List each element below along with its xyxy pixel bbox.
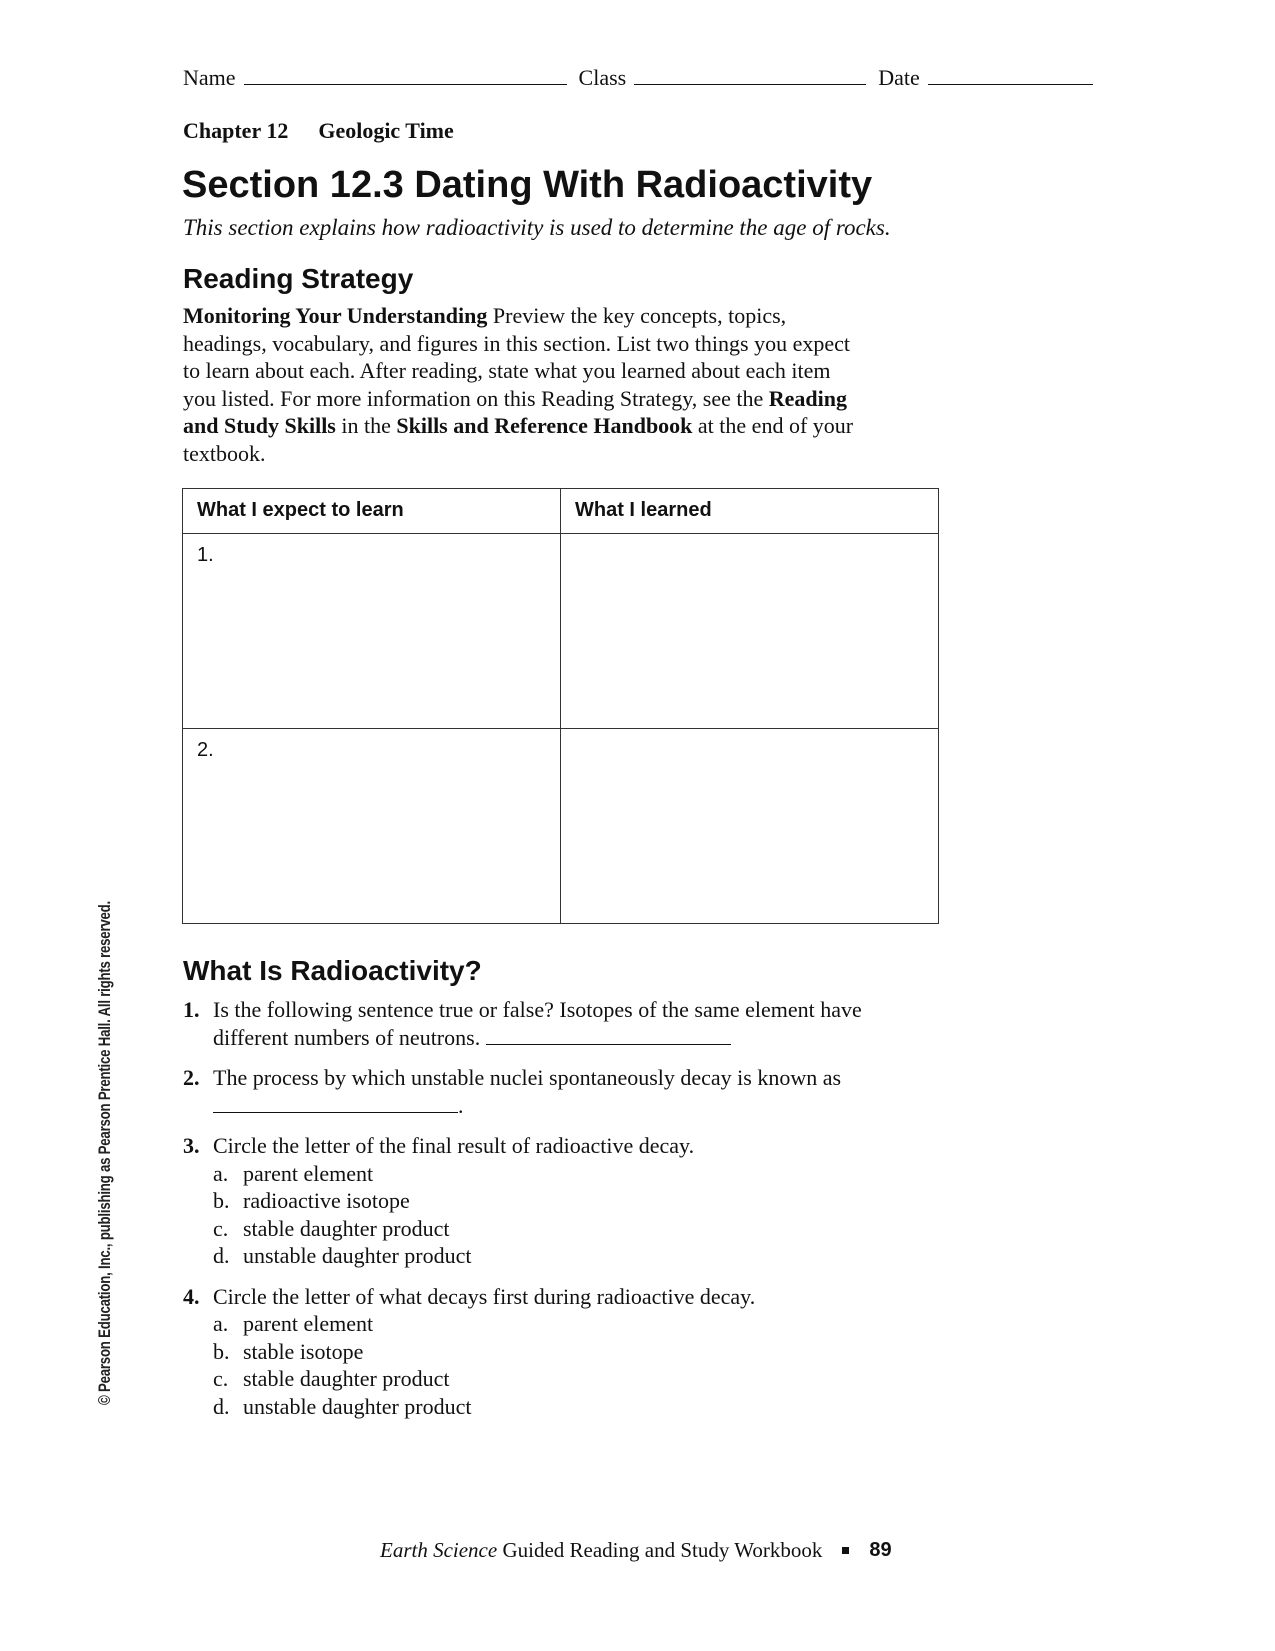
learned-cell-1[interactable] xyxy=(561,534,939,729)
strategy-bold-3: Skills and Reference Handbook xyxy=(396,413,693,438)
question-text xyxy=(213,996,883,1051)
choice-item[interactable] xyxy=(213,1242,883,1270)
question-number: 2. xyxy=(183,1065,200,1090)
question-4 xyxy=(183,1283,883,1421)
table-row xyxy=(183,729,939,924)
section-intro: This section explains how radioactivity is used to determine the age of rocks. xyxy=(183,215,891,240)
choice-text: stable isotope xyxy=(243,1338,364,1364)
reading-strategy-paragraph xyxy=(183,302,863,467)
question-2-period: . xyxy=(458,1092,464,1118)
footer-book-italic: Earth Science xyxy=(380,1538,498,1562)
choice-text: unstable daughter product xyxy=(243,1243,472,1268)
choice-list xyxy=(213,1160,883,1270)
bullet-square-icon xyxy=(842,1547,849,1554)
choice-letter[interactable]: d. xyxy=(213,1393,230,1419)
choice-letter[interactable]: a. xyxy=(213,1160,229,1186)
expect-cell-2[interactable]: 2. xyxy=(183,729,561,924)
answer-blank-1[interactable] xyxy=(486,1026,731,1045)
question-body xyxy=(213,1283,883,1421)
question-1-text: Is the following sentence true or false? Isotopes of the same element have different numbers of neutrons. xyxy=(213,997,862,1050)
choice-item[interactable] xyxy=(213,1310,883,1338)
choice-item[interactable] xyxy=(213,1338,883,1366)
chapter-title: Geologic Time xyxy=(318,118,454,143)
choice-item[interactable] xyxy=(213,1160,883,1188)
choice-letter[interactable]: c. xyxy=(213,1215,229,1241)
choice-text: stable daughter product xyxy=(243,1215,450,1241)
choice-list xyxy=(213,1310,883,1420)
strategy-text-3: at the end of your textbook. xyxy=(183,413,854,466)
copyright-notice: © Pearson Education, Inc., publishing as Pearson Prentice Hall. All rights reserved. xyxy=(95,901,114,1405)
choice-item[interactable] xyxy=(213,1187,883,1215)
question-1 xyxy=(183,996,883,1051)
question-list xyxy=(183,996,883,1433)
choice-text: parent element xyxy=(243,1160,374,1186)
student-info-line xyxy=(183,64,1093,91)
date-blank[interactable] xyxy=(928,64,1093,85)
chapter-number: Chapter 12 xyxy=(183,118,289,143)
question-number: 1. xyxy=(183,997,200,1022)
question-2 xyxy=(183,1064,883,1119)
choice-letter[interactable]: c. xyxy=(213,1366,229,1391)
reading-strategy-heading: Reading Strategy xyxy=(183,263,414,294)
section-title: Section 12.3 Dating With Radioactivity xyxy=(182,164,873,206)
choice-item[interactable] xyxy=(213,1365,883,1393)
table-row xyxy=(183,534,939,729)
question-text xyxy=(213,1064,883,1119)
choice-letter[interactable]: a. xyxy=(213,1311,229,1336)
choice-letter[interactable]: b. xyxy=(213,1188,230,1213)
name-label: Name xyxy=(183,65,236,90)
learned-cell-2[interactable] xyxy=(561,729,939,924)
choice-text: stable daughter product xyxy=(243,1366,450,1391)
strategy-lead: Monitoring Your Understanding xyxy=(183,303,488,328)
page-footer xyxy=(380,1538,892,1563)
question-4-text: Circle the letter of what decays first during radioactive decay. xyxy=(213,1283,756,1309)
footer-book-rest: Guided Reading and Study Workbook xyxy=(497,1538,823,1562)
question-body xyxy=(213,1132,883,1270)
answer-blank-2[interactable] xyxy=(213,1094,458,1113)
choice-text: unstable daughter product xyxy=(243,1393,472,1419)
chapter-line xyxy=(183,118,454,144)
question-3 xyxy=(183,1132,883,1270)
question-number: 4. xyxy=(183,1283,200,1309)
choice-letter[interactable]: b. xyxy=(213,1338,230,1364)
choice-item[interactable] xyxy=(213,1393,883,1421)
choice-text: parent element xyxy=(243,1311,374,1336)
class-blank[interactable] xyxy=(634,64,866,85)
strategy-text-2: in the xyxy=(335,413,397,438)
name-blank[interactable] xyxy=(244,64,567,85)
reading-strategy-table xyxy=(182,488,939,924)
radioactivity-heading: What Is Radioactivity? xyxy=(183,955,482,986)
class-label: Class xyxy=(578,65,627,90)
strategy-text-1: Preview the key concepts, topics, headings, vocabulary, and figures in this section. List two things you expect to learn about each. After reading, state what you learned about each item you listed. For more information on this Reading Strategy, see the xyxy=(183,303,850,411)
date-label: Date xyxy=(878,65,920,90)
question-number: 3. xyxy=(183,1133,200,1158)
column-header-learned: What I learned xyxy=(561,489,939,534)
strategy-bold-2: Reading and Study Skills xyxy=(183,385,847,438)
choice-letter[interactable]: d. xyxy=(213,1243,230,1268)
question-2-text: The process by which unstable nuclei spontaneously decay is known as xyxy=(213,1065,842,1090)
expect-cell-1[interactable]: 1. xyxy=(183,534,561,729)
choice-item[interactable] xyxy=(213,1215,883,1243)
page-number: 89 xyxy=(869,1539,892,1561)
question-3-text: Circle the letter of the final result of radioactive decay. xyxy=(213,1133,695,1158)
choice-text: radioactive isotope xyxy=(243,1188,410,1213)
table-header-row xyxy=(183,489,939,534)
column-header-expect: What I expect to learn xyxy=(183,489,561,534)
